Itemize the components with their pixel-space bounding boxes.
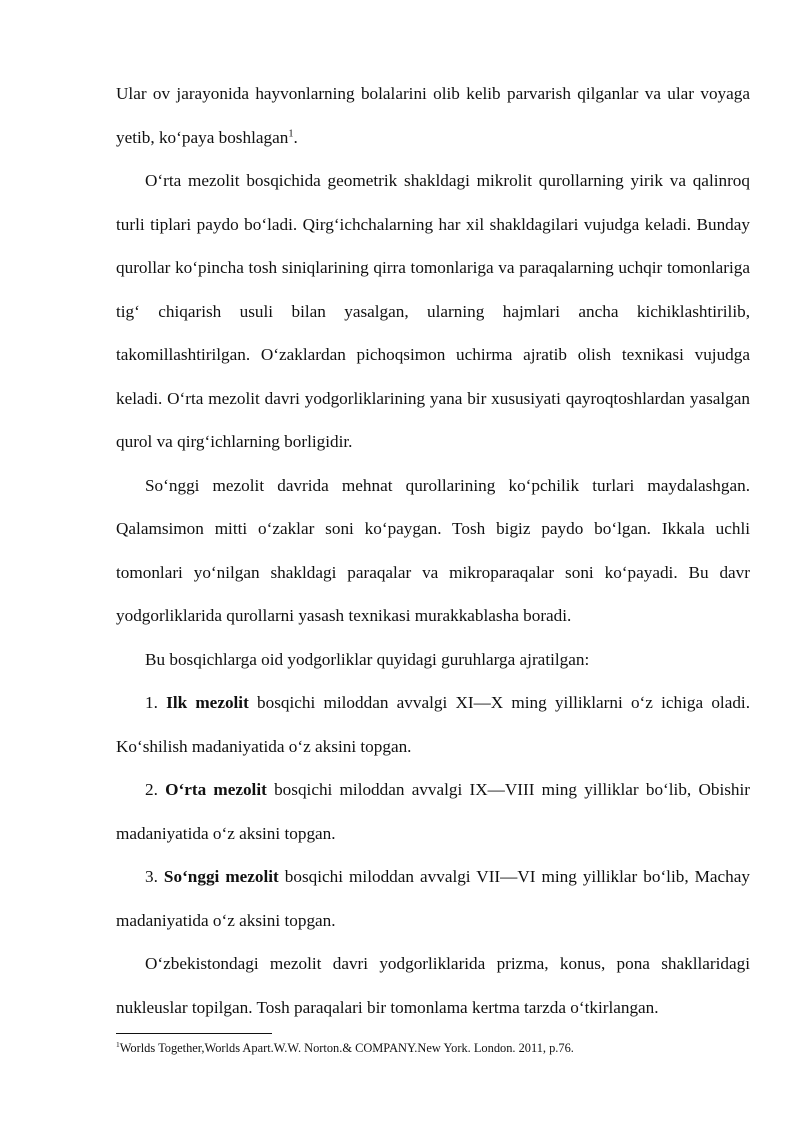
footnote-marker: 1: [116, 1039, 120, 1049]
list-item-2: 2. O‘rta mezolit bosqichi miloddan avvalgi IX—VIII ming yilliklar bo‘lib, Obishir madaniyatida o‘z aksini topgan.: [116, 780, 751, 843]
body-text: [116, 72, 750, 1029]
list-term: Ilk mezolit: [166, 693, 249, 712]
list-item-1: 1. Ilk mezolit bosqichi miloddan avvalgi XI—X ming yilliklarni o‘z ichiga oladi. Ko‘shilish madaniyatida o‘z aksini topgan.: [116, 693, 751, 756]
footnote-divider: [116, 1033, 272, 1034]
footnote-text: Worlds Together,Worlds Apart.W.W. Norton.& COMPANY.New York. London. 2011, p.76.: [119, 1041, 574, 1055]
list-term: So‘nggi mezolit: [163, 867, 279, 886]
paragraph-closing: O‘zbekistondagi mezolit davri yodgorliklarida prizma, konus, pona shakllaridagi nukleuslar topilgan. Tosh paraqalari bir tomonlama kertma tarzda o‘tkirlangan.: [116, 954, 750, 1017]
list-term: O‘rta mezolit: [165, 780, 267, 799]
footnote-reference: 1: [288, 127, 294, 139]
paragraph-3: So‘nggi mezolit davrida mehnat qurollarining ko‘pchilik turlari maydalashgan. Qalamsimon mitti o‘zaklar soni ko‘paygan. Tosh bigiz paydo bo‘lgan. Ikkala uchli tomonlari yo‘nilgan shakldagi paraqalar va mikroparaqalar soni ko‘payadi. Bu davr yodgorliklarida qurollarni yasash texnikasi murakkablasha boradi.: [116, 475, 750, 625]
paragraph-1: Ular ov jarayonida hayvonlarning bolalarini olib kelib parvarish qilganlar va ular voyaga yetib, ko‘paya boshlagan$^1$.: [116, 84, 750, 147]
footnote: [116, 1040, 750, 1056]
list-item-3: 3. So‘nggi mezolit bosqichi miloddan avvalgi VII—VI ming yilliklar bo‘lib, Machay madaniyatida o‘z aksini topgan.: [116, 867, 751, 930]
paragraph-4: Bu bosqichlarga oid yodgorliklar quyidagi guruhlarga ajratilgan:: [145, 649, 590, 669]
paragraph-2: O‘rta mezolit bosqichida geometrik shakldagi mikrolit qurollarning yirik va qalinroq turli tiplari paydo bo‘ladi. Qirg‘ichchalarning har xil shakldagilari vujudga keladi. Bunday qurollar ko‘pincha tosh siniqlarining qirra tomonlariga va paraqalarning uchqir tomonlariga tig‘ chiqarish usuli bilan yasalgan, ularning hajmlari ancha kichiklashtirilib, takomillashtirilgan. O‘zaklardan pichoqsimon uchirma ajratib olish texnikasi vujudga keladi. O‘rta mezolit davri yodgorliklarining yana bir xususiyati qayroqtoshlardan yasalgan qurol va qirg‘ichlarning borligidir.: [116, 171, 750, 451]
